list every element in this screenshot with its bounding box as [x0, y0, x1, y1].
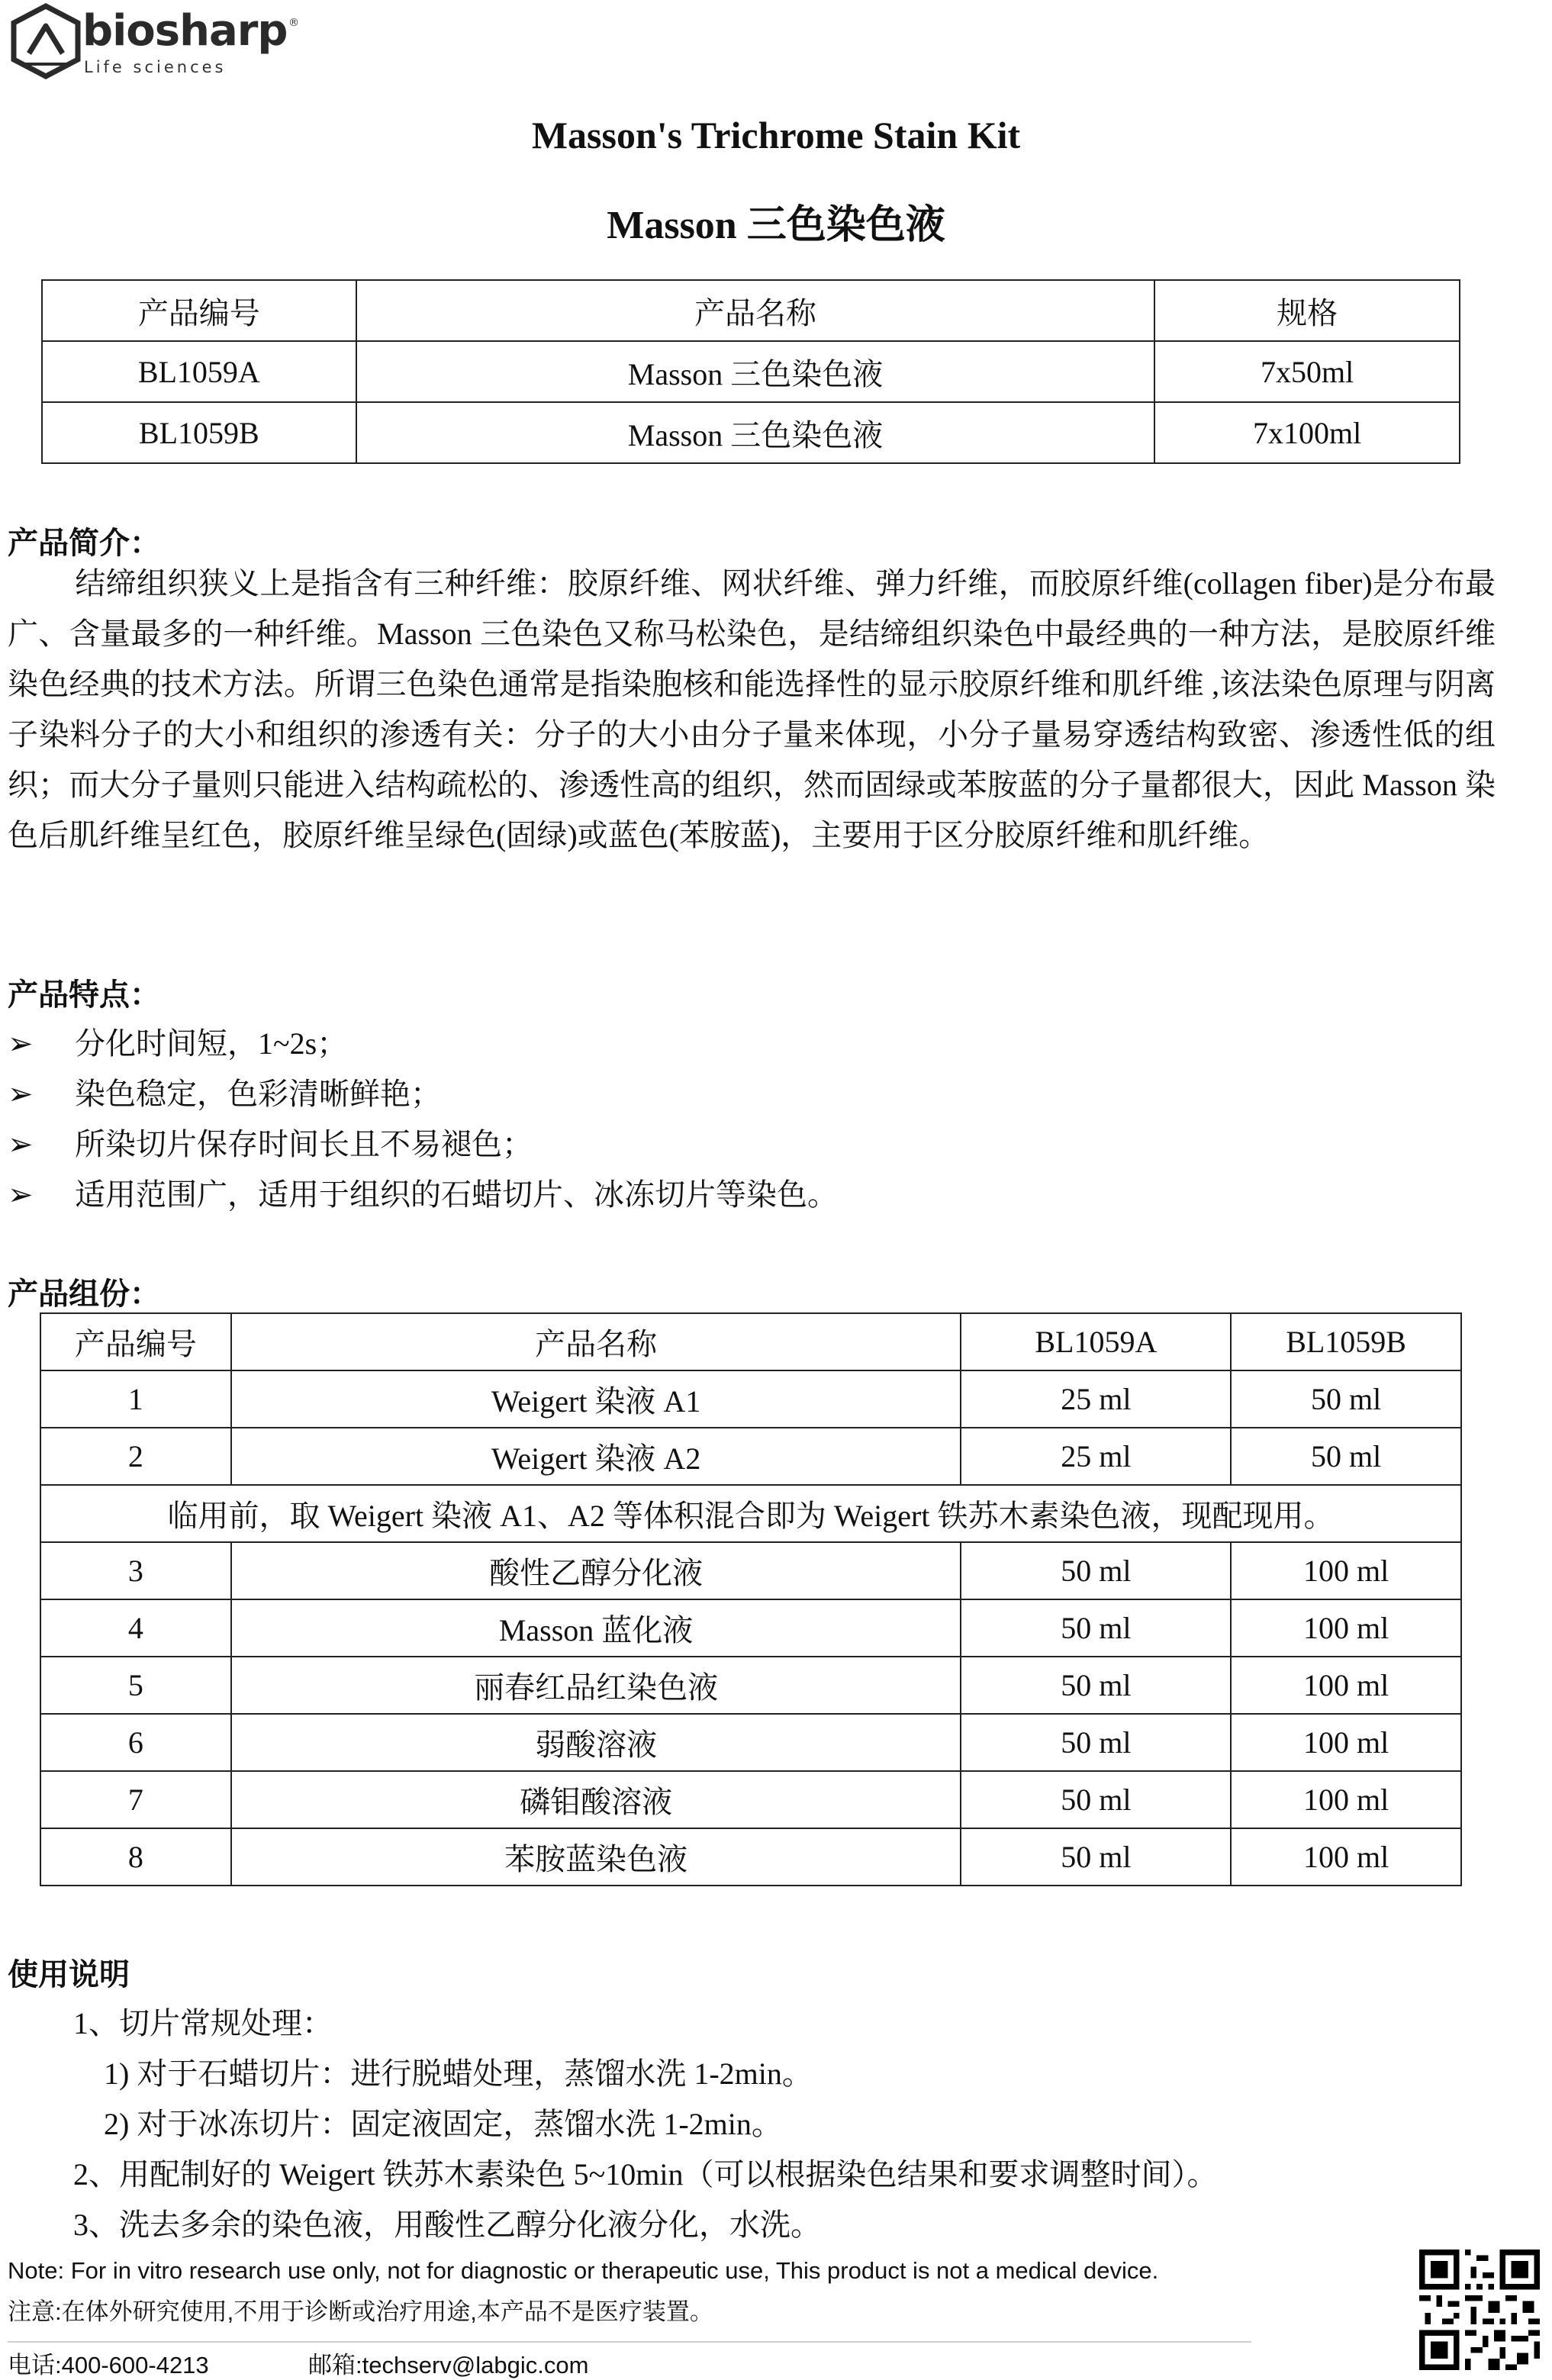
- header-cell: 产品编号: [42, 280, 356, 341]
- table-cell: 丽春红品红染色液: [231, 1657, 961, 1714]
- table-cell: 50 ml: [961, 1828, 1231, 1886]
- table-header-row: [40, 1313, 1461, 1370]
- bullet-arrow-icon: ➢: [8, 1077, 34, 1112]
- disclaimer-cn: 注意:在体外研究使用,不用于诊断或治疗用途,本产品不是医疗装置。: [8, 2298, 713, 2325]
- table-cell: 25 ml: [961, 1428, 1231, 1485]
- header-cell: 产品名称: [231, 1313, 961, 1370]
- table-cell: Masson 三色染色液: [356, 341, 1155, 402]
- table-cell: BL1059A: [42, 341, 356, 402]
- table-cell: 100 ml: [1231, 1771, 1461, 1828]
- table-cell: 50 ml: [961, 1599, 1231, 1657]
- table-note-row: [40, 1485, 1461, 1542]
- feature-text: 分化时间短，1~2s；: [75, 1026, 348, 1061]
- components-table: [40, 1312, 1462, 1886]
- table-cell: Masson 蓝化液: [231, 1599, 961, 1657]
- usage-step: 1、切片常规处理：: [73, 2006, 333, 2040]
- usage-substep: 2) 对于冰冻切片：固定液固定，蒸馏水洗 1-2min。: [104, 2107, 782, 2141]
- table-cell: 50 ml: [1231, 1370, 1461, 1428]
- intro-paragraph: [8, 559, 1496, 861]
- table-cell: 5: [40, 1657, 231, 1714]
- bullet-arrow-icon: ➢: [8, 1026, 34, 1061]
- table-row: [40, 1370, 1461, 1428]
- header-cell: BL1059B: [1231, 1313, 1461, 1370]
- table-cell: Masson 三色染色液: [356, 402, 1155, 463]
- bullet-arrow-icon: ➢: [8, 1127, 34, 1162]
- components-heading: 产品组份：: [8, 1277, 160, 1312]
- table-cell: BL1059B: [42, 402, 356, 463]
- product-spec-table: [41, 279, 1460, 464]
- table-cell: 7x50ml: [1154, 341, 1460, 402]
- header-cell: 产品编号: [40, 1313, 231, 1370]
- table-cell: 2: [40, 1428, 231, 1485]
- table-row: [40, 1714, 1461, 1771]
- table-header-row: [42, 280, 1460, 341]
- brand-registered-mark: ®: [288, 17, 299, 29]
- feature-text: 染色稳定，色彩清晰鲜艳；: [75, 1077, 441, 1111]
- feature-item: [8, 1120, 533, 1164]
- table-row: [40, 1428, 1461, 1485]
- table-cell: 50 ml: [961, 1771, 1231, 1828]
- header-cell: BL1059A: [961, 1313, 1231, 1370]
- usage-step: 2、用配制好的 Weigert 铁苏木素染色 5~10min（可以根据染色结果和要求调整时间）。: [73, 2157, 1218, 2192]
- table-cell: 7: [40, 1771, 231, 1828]
- table-cell: 7x100ml: [1154, 402, 1460, 463]
- table-cell: Weigert 染液 A1: [231, 1370, 961, 1428]
- table-cell: 1: [40, 1370, 231, 1428]
- table-cell: 酸性乙醇分化液: [231, 1542, 961, 1599]
- mixing-note-cell: 临用前，取 Weigert 染液 A1、A2 等体积混合即为 Weigert 铁苏木素染色液，现配现用。: [40, 1485, 1461, 1542]
- page-title-cn: Masson 三色染色液: [607, 204, 945, 247]
- table-cell: 磷钼酸溶液: [231, 1771, 961, 1828]
- header-cell: 规格: [1154, 280, 1460, 341]
- feature-text: 所染切片保存时间长且不易褪色；: [75, 1127, 533, 1161]
- table-cell: 3: [40, 1542, 231, 1599]
- table-cell: 100 ml: [1231, 1542, 1461, 1599]
- table-cell: 100 ml: [1231, 1657, 1461, 1714]
- brand-name: biosharp: [82, 6, 288, 56]
- table-cell: 100 ml: [1231, 1828, 1461, 1886]
- table-cell: 50 ml: [961, 1542, 1231, 1599]
- usage-heading: 使用说明: [8, 1957, 130, 1992]
- disclaimer-en: Note: For in vitro research use only, not for diagnostic or therapeutic use, This product is not a medical device.: [8, 2257, 1159, 2284]
- feature-item: [8, 1070, 441, 1113]
- contact-phone: 电话:400-600-4213: [8, 2352, 209, 2378]
- table-row: [40, 1828, 1461, 1886]
- footer-divider: [8, 2341, 1251, 2343]
- table-row: [40, 1542, 1461, 1599]
- table-row: [40, 1599, 1461, 1657]
- bullet-arrow-icon: ➢: [8, 1177, 34, 1213]
- header-cell: 产品名称: [356, 280, 1155, 341]
- qr-code-icon: [1419, 2250, 1540, 2370]
- feature-text: 适用范围广，适用于组织的石蜡切片、冰冻切片等染色。: [75, 1177, 838, 1212]
- table-cell: 100 ml: [1231, 1599, 1461, 1657]
- intro-text: 结缔组织狭义上是指含有三种纤维：胶原纤维、网状纤维、弹力纤维，而胶原纤维(collagen fiber)是分布最广、含量最多的一种纤维。Masson 三色染色又称马松染色，是结缔组织染色中最经典的一种方法，是胶原纤维染色经典的技术方法。所谓三色染色通常是指染胞核和能选择性的显示胶原纤维和肌纤维 ,该法染色原理与阴离子染料分子的大小和组织的渗透有关：分子的大小由分子量来体现，小分子量易穿透结构致密、渗透性低的组织；而大分子量则只能进入结构疏松的、渗透性高的组织，然而固绿或苯胺蓝的分子量都很大，因此 Masson 染色后肌纤维呈红色，胶原纤维呈绿色(固绿)或蓝色(苯胺蓝)，主要用于区分胶原纤维和肌纤维。: [8, 566, 1496, 852]
- table-cell: 25 ml: [961, 1370, 1231, 1428]
- table-cell: 50 ml: [961, 1657, 1231, 1714]
- table-cell: 50 ml: [1231, 1428, 1461, 1485]
- usage-step: 3、洗去多余的染色液，用酸性乙醇分化液分化，水洗。: [73, 2208, 821, 2242]
- intro-heading: 产品简介：: [8, 526, 160, 561]
- contact-email: 邮箱:techserv@labgic.com: [308, 2352, 589, 2378]
- table-cell: Weigert 染液 A2: [231, 1428, 961, 1485]
- page-title-en: Masson's Trichrome Stain Kit: [531, 114, 1021, 156]
- table-cell: 4: [40, 1599, 231, 1657]
- table-cell: 50 ml: [961, 1714, 1231, 1771]
- feature-item: [8, 1171, 838, 1214]
- table-cell: 100 ml: [1231, 1714, 1461, 1771]
- features-heading: 产品特点：: [8, 977, 160, 1013]
- table-cell: 6: [40, 1714, 231, 1771]
- usage-substep: 1) 对于石蜡切片：进行脱蜡处理，蒸馏水洗 1-2min。: [104, 2056, 813, 2091]
- table-row: [40, 1771, 1461, 1828]
- brand-tagline: Life sciences: [84, 58, 227, 76]
- table-cell: 8: [40, 1828, 231, 1886]
- table-cell: 苯胺蓝染色液: [231, 1828, 961, 1886]
- table-row: [40, 1657, 1461, 1714]
- table-row: [42, 402, 1460, 463]
- table-row: [42, 341, 1460, 402]
- feature-item: [8, 1019, 347, 1063]
- table-cell: 弱酸溶液: [231, 1714, 961, 1771]
